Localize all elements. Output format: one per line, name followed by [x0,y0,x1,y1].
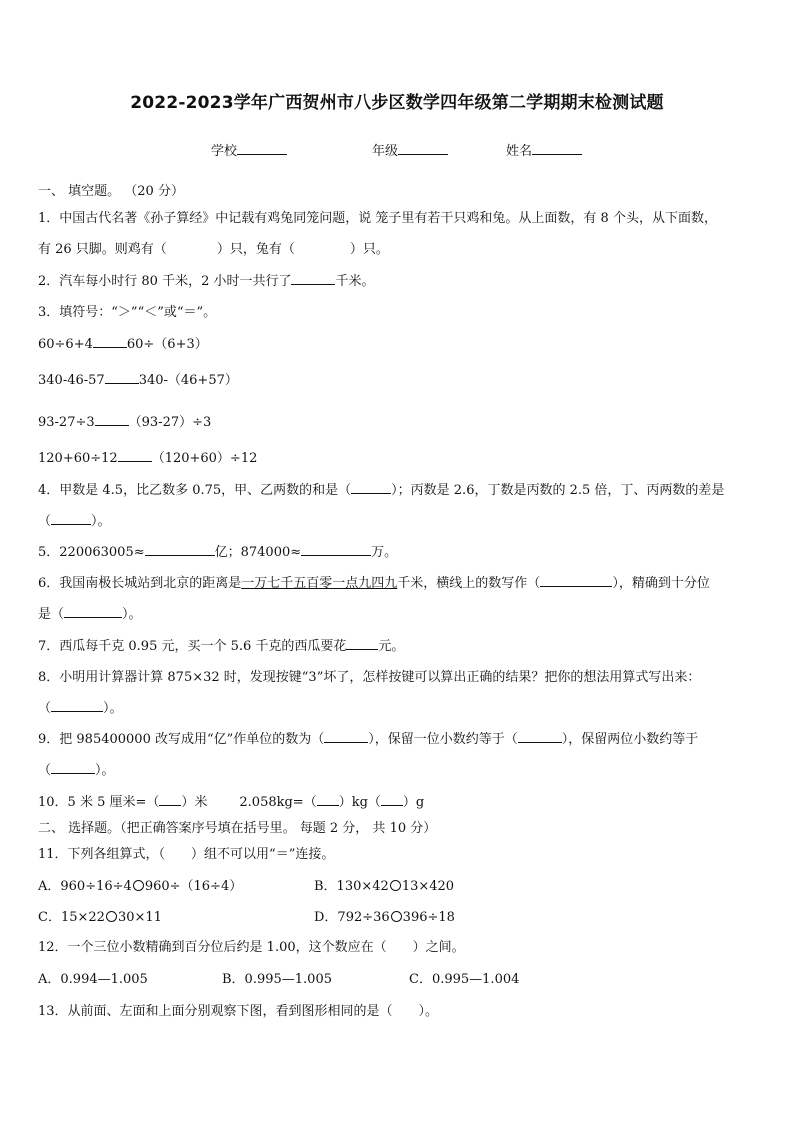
question-8-line-2 [38,697,123,716]
q3-row-1-right: 60÷（6+3） [126,337,208,352]
q2-text-2: 千米。 [335,274,375,289]
q11-option-a-right: 960÷（16÷4） [144,879,243,894]
q11-option-d-left: D．792÷36 [314,910,390,925]
q3-row-3-blank[interactable] [95,413,129,426]
q6-text-3: ），精确到十分位 [612,576,710,591]
q3-row-3-right: （93-27）÷3 [128,415,212,430]
q5-text-2: 亿；874000≈ [214,545,302,560]
q5-text-3: 万。 [371,545,398,560]
q7-text-1: 7．西瓜每千克 0.95 元，买一个 5.6 千克的西瓜要花 [38,639,347,654]
question-8-line-1: 8．小明用计算器计算 875×32 时，发现按键“3”坏了，怎样按键可以算出正确的结果？把你的想法用算式写出来： [38,670,701,685]
q7-answer-blank[interactable] [346,637,378,650]
circle-icon [133,880,144,891]
q6-text-2: 千米，横线上的数写作（ [397,576,541,591]
q3-row-4-right: （120+60）÷12 [151,451,258,466]
school-field [211,140,287,159]
q4-text-2: ）；丙数是 2.6，丁数是丙数的 2.5 倍，丁、丙两数的差是 [391,483,725,498]
question-7 [38,635,404,654]
q1-text-3: ）只。 [349,242,389,257]
section-1-heading: 一、 填空题。 （20 分） [38,184,184,199]
question-6-line-2 [38,603,142,622]
q6-round-blank[interactable] [64,605,122,618]
q9-blank-1[interactable] [324,730,368,743]
question-12-stem: 12．一个三位小数精确到百分位后约是 1.00，这个数应在（ ）之间。 [38,940,465,955]
q5-text-1: 5．220063005≈ [38,545,145,560]
page-title: 2022-2023学年广西贺州市八步区数学四年级第二学期期末检测试题 [130,93,664,113]
q9-text-4: （ [38,763,52,778]
q11-option-c-left: C．15×22 [38,910,105,925]
question-9-line-2 [38,759,115,778]
q9-blank-3[interactable] [51,761,95,774]
q4-text-4: ）。 [91,514,111,529]
q10-text-1: 10．5 米 5 厘米=（ [38,795,160,810]
q6-text-4: 是（ [38,607,65,622]
q3-row-3-left: 93-27÷3 [38,415,95,430]
school-label: 学校 [211,144,238,159]
q11-option-c-right: 30×11 [117,910,162,925]
question-10 [38,791,424,810]
q8-text-2: ）。 [103,701,123,716]
q8-answer-blank[interactable] [51,699,103,712]
q11-option-d-right: 396÷18 [402,910,455,925]
q5-blank-2[interactable] [301,543,371,556]
q3-row-2-blank[interactable] [105,371,139,384]
question-4-line-2 [38,510,111,529]
q7-text-2: 元。 [378,639,405,654]
q6-text-5: ）。 [122,607,142,622]
q9-text-2: ），保留一位小数约等于（ [368,732,518,747]
q12-option-a[interactable]: A．0.994—1.005 [38,972,148,987]
q4-diff-blank[interactable] [51,512,91,525]
q8-text-1: （ [38,701,52,716]
q1-chicken-answer[interactable] [167,241,217,253]
q1-text-2: ）只，兔有（ [216,242,295,257]
q12-option-b[interactable]: B．0.995—1.005 [222,972,332,987]
question-13-stem: 13．从前面、左面和上面分别观察下图，看到图形相同的是（ ）。 [38,1004,439,1019]
q3-row-1-left: 60÷6+4 [38,337,93,352]
q10-text-5: ）g [402,795,425,810]
q5-blank-1[interactable] [145,543,215,556]
q3-row-4-blank[interactable] [118,449,152,462]
name-blank[interactable] [532,142,582,155]
q11-option-b-right: 13×420 [401,879,455,894]
q11-option-a[interactable] [38,875,242,894]
q9-text-5: ）。 [95,763,115,778]
q2-answer-blank[interactable] [291,272,335,285]
grade-label: 年级 [372,144,399,159]
q10-text-2: ）米 [181,795,208,810]
q6-text-1: 6．我国南极长城站到北京的距离是 [38,576,242,591]
q3-row-2-left: 340-46-57 [38,373,105,388]
circle-icon [391,911,402,922]
q11-option-b[interactable] [314,875,454,894]
q3-row-4-left: 120+60÷12 [38,451,118,466]
q10-blank-3[interactable] [381,793,403,806]
q1-text-1: 有 26 只脚。则鸡有（ [38,242,167,257]
question-11-stem: 11．下列各组算式，（ ）组不可以用“＝”连接。 [38,847,335,862]
q3-row-2 [38,369,238,388]
question-4-line-1 [38,479,724,498]
question-5 [38,541,397,560]
q2-text-1: 2．汽车每小时行 80 千米，2 小时一共行了 [38,274,292,289]
q4-sum-blank[interactable] [351,481,391,494]
q4-text-1: 4．甲数是 4.5，比乙数多 0.75，甲、乙两数的和是（ [38,483,352,498]
q12-option-c[interactable]: C．0.995—1.004 [409,972,520,987]
q3-row-2-right: 340-（46+57） [138,373,238,388]
section-2-heading: 二、 选择题。（把正确答案序号填在括号里。 每题 2 分， 共 10 分） [38,821,437,836]
name-field [506,140,582,159]
grade-blank[interactable] [398,142,448,155]
circle-icon [106,911,117,922]
circle-icon [390,880,401,891]
grade-field [372,140,448,159]
q6-underlined-number: 一万七千五百零一点九四九 [241,576,398,591]
question-1-line-1: 1．中国古代名著《孙子算经》中记载有鸡兔同笼问题，说 笼子里有若干只鸡和兔。从上面数，有 8 个头，从下面数， [38,211,717,226]
question-2 [38,270,375,289]
school-blank[interactable] [237,142,287,155]
q4-text-3: （ [38,514,52,529]
q10-blank-1[interactable] [159,793,181,806]
q9-blank-2[interactable] [518,730,562,743]
q10-blank-2[interactable] [317,793,339,806]
q10-text-3: 2.058kg=（ [239,795,317,810]
q10-text-4: ）kg（ [338,795,381,810]
name-label: 姓名 [506,144,533,159]
q1-rabbit-answer[interactable] [295,241,350,253]
question-1-line-2 [38,238,389,257]
q11-option-d[interactable] [314,906,455,925]
q3-row-4 [38,447,257,466]
q3-row-1-blank[interactable] [93,335,127,348]
q11-option-c[interactable] [38,906,162,925]
question-9-line-1 [38,728,698,747]
question-6-line-1 [38,572,710,591]
question-3-title: 3．填符号：“＞”“＜”或“＝”。 [38,305,217,320]
q9-text-1: 9．把 985400000 改写成用“亿”作单位的数为（ [38,732,325,747]
q3-row-1 [38,333,208,352]
q9-text-3: ），保留两位小数约等于 [561,732,699,747]
q11-option-b-left: B．130×42 [314,879,389,894]
q3-row-3 [38,411,211,430]
q6-number-blank[interactable] [540,574,612,587]
q11-option-a-left: A．960÷16÷4 [38,879,132,894]
